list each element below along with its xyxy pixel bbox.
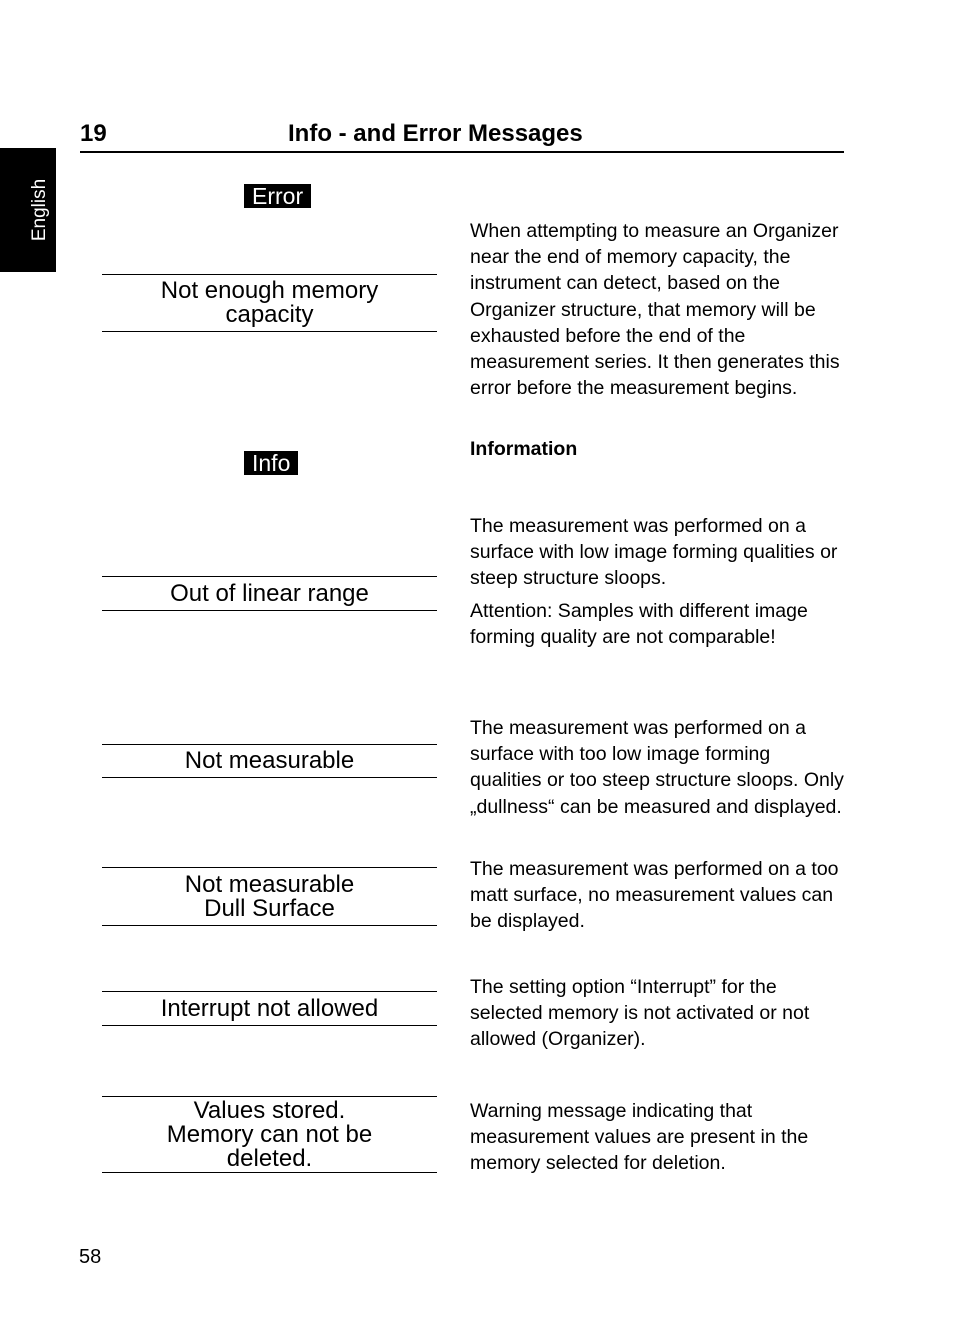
description-dull-surface: The measurement was performed on a too matt surface, no measurement values can be displayed.: [470, 858, 839, 933]
display-interrupt-not-allowed: [102, 991, 437, 1026]
information-heading: Information: [470, 438, 578, 460]
display-values-stored: [102, 1096, 437, 1173]
display-line: Out of linear range: [170, 579, 369, 607]
display-not-enough-memory: [102, 274, 437, 332]
display-out-of-linear-range: [102, 576, 437, 611]
display-line: Memory can not be: [166, 1120, 373, 1148]
display-line: Dull Surface: [204, 894, 335, 922]
display-line: Not enough memory: [160, 277, 379, 304]
display-line: Values stored.: [193, 1096, 346, 1124]
chapter-number: 19: [80, 120, 107, 147]
description-not-enough-memory: When attempting to measure an Organizer near the end of memory capacity, the instrument can detect, based on the Organizer structure, that memory will be exhausted before the end of the measurement series. It then generates this error before the measurement begins.: [470, 220, 840, 400]
description-attention: Attention: Samples with different image forming quality are not comparable!: [470, 600, 808, 649]
display-line: Not measurable: [184, 870, 355, 898]
info-badge: Info: [244, 451, 298, 475]
display-line: deleted.: [226, 1144, 313, 1172]
chapter-title: Info - and Error Messages: [288, 120, 583, 147]
error-badge: Error: [244, 184, 311, 208]
display-line: capacity: [225, 301, 314, 328]
display-not-measurable-dull-surface: [102, 867, 437, 926]
display-line: Not measurable: [184, 747, 355, 774]
description-values-stored: Warning message indicating that measurement values are present in the memory selected for deletion.: [470, 1100, 809, 1175]
description-out-of-linear-range: The measurement was performed on a surface with low image forming qualities or steep structure sloops.: [470, 515, 838, 590]
language-tab: [0, 148, 56, 272]
language-label: English: [29, 178, 50, 242]
description-not-measurable: The measurement was performed on a surface with too low image forming qualities or too steep structure sloops. Only „dullness“ can be measured and displayed.: [470, 717, 844, 818]
display-not-measurable: [102, 744, 437, 778]
description-interrupt-not-allowed: The setting option “Interrupt” for the selected memory is not activated or not allowed (Organizer).: [470, 976, 810, 1051]
page-number: 58: [79, 1246, 102, 1268]
display-line: Interrupt not allowed: [160, 994, 379, 1022]
header-rule: [80, 151, 844, 153]
